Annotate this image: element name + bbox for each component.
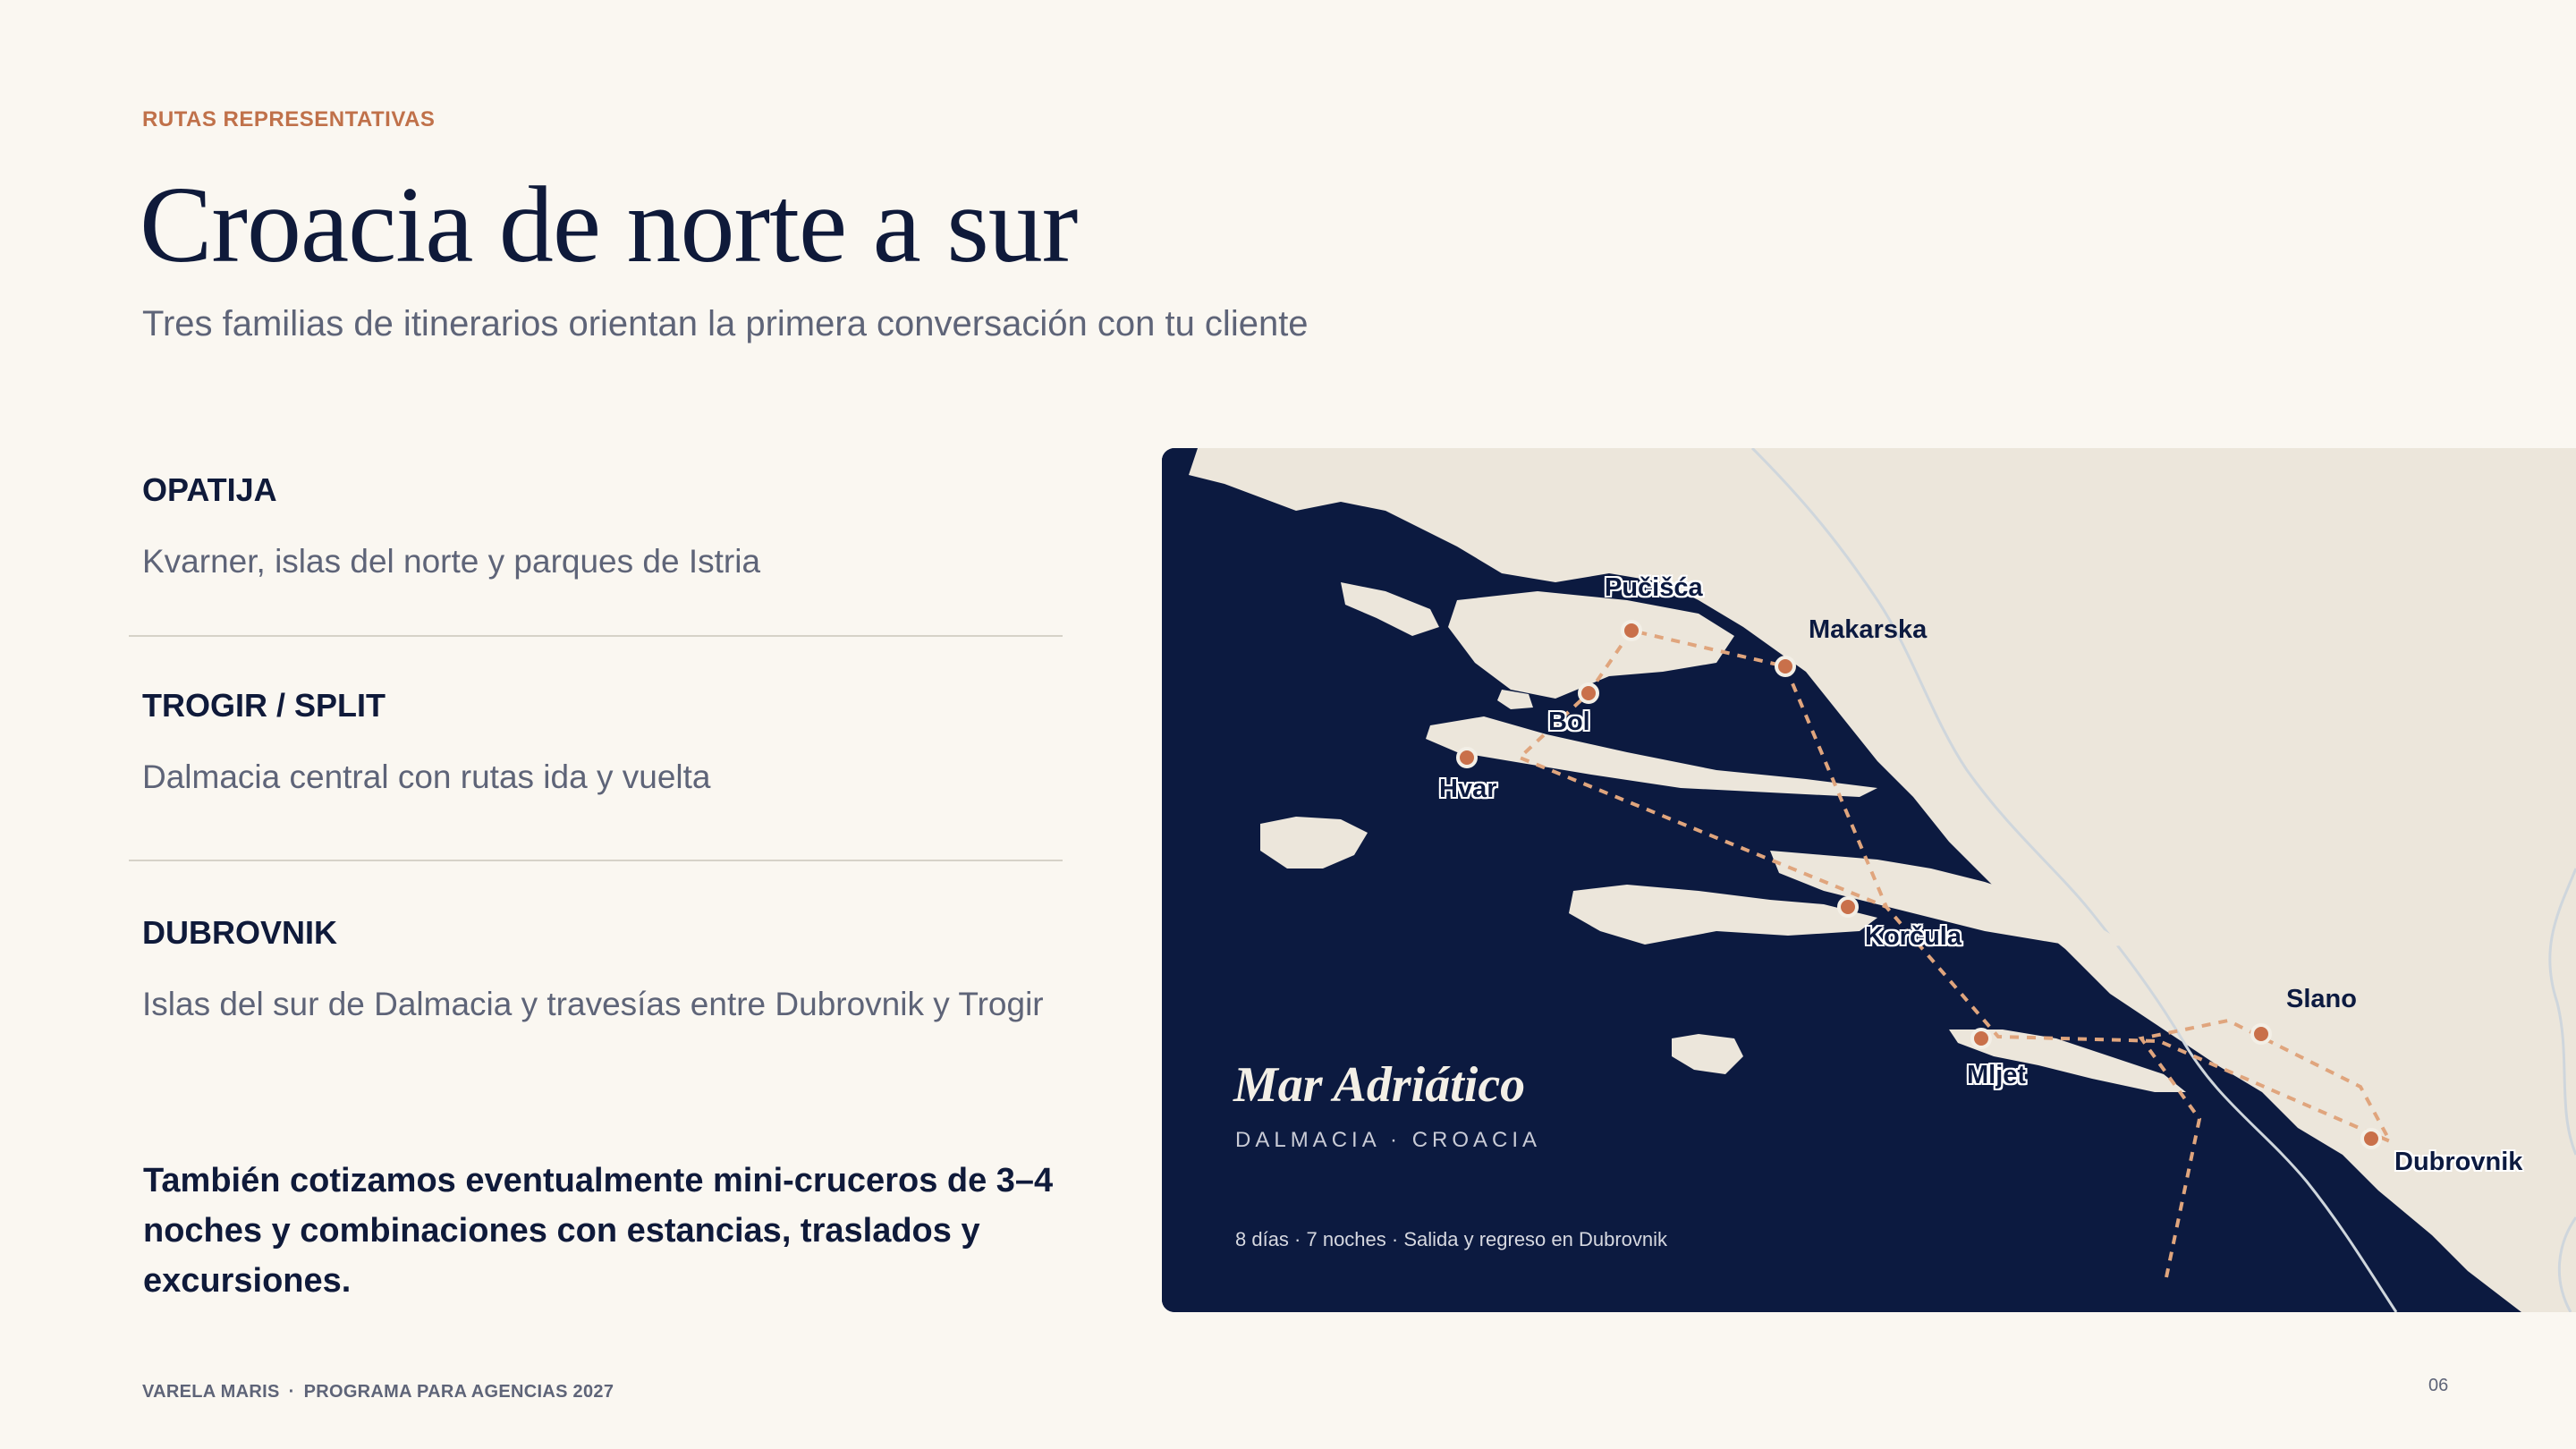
map-subtitle: DALMACIA · CROACIA [1235, 1128, 1542, 1152]
route-opatija [142, 471, 1063, 580]
footer [142, 1382, 614, 1402]
city-label-mljet: Mljet [1967, 1061, 2027, 1089]
page-title: Croacia de norte a sur [140, 165, 1078, 285]
divider [129, 635, 1063, 637]
stop-dubrovnik [2362, 1130, 2380, 1148]
city-label-pucisca: Pučišća [1605, 573, 1703, 602]
stop-slano [2252, 1025, 2270, 1043]
map-title: Mar Adriático [1233, 1057, 1526, 1113]
footer-separator: · [288, 1382, 295, 1402]
mini-cruise-note: También cotizamos eventualmente mini-cruceros de 3–4 noches y combinaciones con estancias, traslados y excursiones. [143, 1162, 1054, 1300]
divider [129, 860, 1063, 861]
route-map [1162, 448, 2576, 1312]
route-name: DUBROVNIK [142, 914, 338, 951]
page-subtitle: Tres familias de itinerarios orientan la primera conversación con tu cliente [142, 304, 1309, 343]
map-caption: 8 días · 7 noches · Salida y regreso en Dubrovnik [1235, 1228, 1668, 1250]
footer-brand: VARELA MARIS [142, 1382, 280, 1402]
route-trogir-split [142, 687, 1063, 796]
map-graphic [1162, 448, 2576, 1312]
route-name: OPATIJA [142, 471, 277, 508]
city-label-hvar: Hvar [1439, 775, 1497, 803]
stop-korcula [1839, 898, 1857, 916]
page-number: 06 [2428, 1376, 2449, 1395]
city-label-bol: Bol [1548, 708, 1590, 736]
city-label-dubrovnik: Dubrovnik [2394, 1148, 2523, 1176]
city-label-korcula: Korčula [1865, 922, 1962, 951]
eyebrow-label: RUTAS REPRESENTATIVAS [142, 107, 436, 131]
route-description: Dalmacia central con rutas ida y vuelta [142, 758, 711, 795]
city-label-makarska: Makarska [1809, 615, 1928, 644]
stop-bol [1580, 684, 1597, 702]
city-label-slano: Slano [2286, 985, 2357, 1013]
footer-program: PROGRAMA PARA AGENCIAS 2027 [303, 1382, 614, 1402]
route-dubrovnik [142, 914, 1063, 1023]
stop-mljet [1972, 1030, 1990, 1047]
stop-makarska [1776, 657, 1794, 675]
stop-pucisca [1623, 622, 1640, 640]
stop-hvar [1458, 749, 1476, 767]
route-name: TROGIR / SPLIT [142, 687, 386, 724]
route-description: Islas del sur de Dalmacia y travesías entre Dubrovnik y Trogir [142, 986, 1044, 1022]
route-description: Kvarner, islas del norte y parques de Istria [142, 543, 761, 580]
